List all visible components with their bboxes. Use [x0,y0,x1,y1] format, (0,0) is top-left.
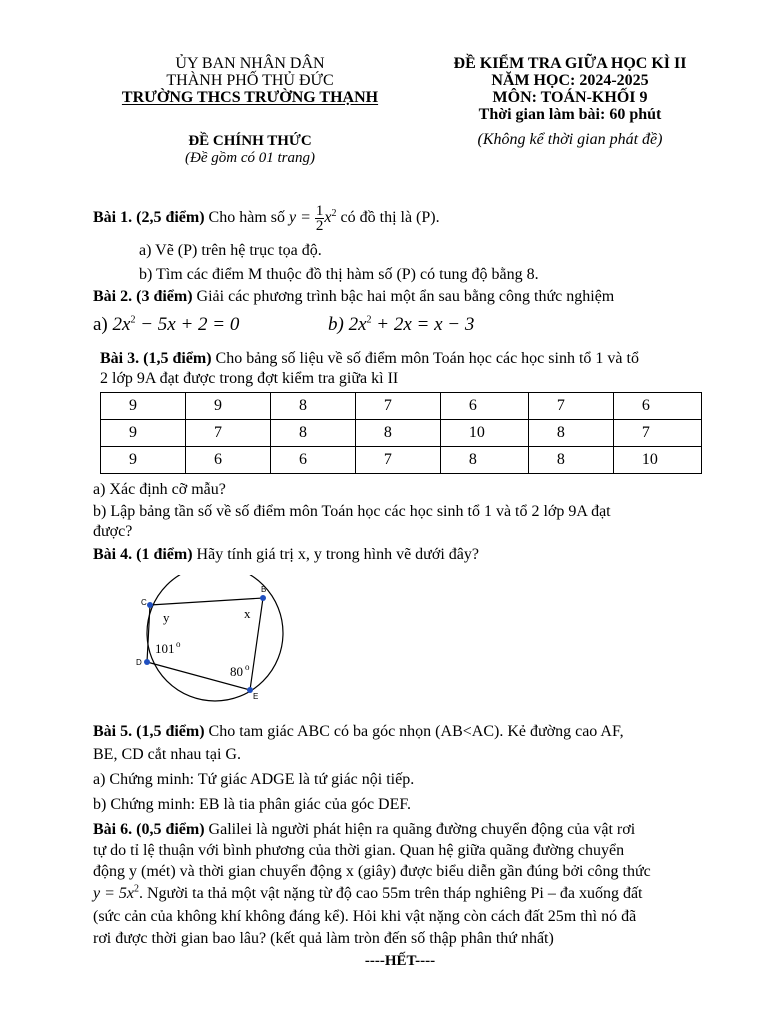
label-e: E [253,692,259,701]
q6-line-3: động y (mét) và thời gian chuyển động x (giây) được biểu diễn gần đúng bởi công thức [93,863,651,880]
school-name: TRƯỜNG THCS TRƯỜNG THẠNH [121,89,379,106]
angle-d-value: 101 [155,641,175,656]
table-cell: 9 [101,420,186,447]
table-row [101,447,702,474]
q3-part-a: a) Xác định cỡ mẫu? [93,481,226,498]
q6-line-5: (sức cản của không khí không đáng kể). Hỏi khi vật nặng còn cách đất 25m thì nó đã [93,908,637,925]
pages-note: (Đề gồm có 01 trang) [185,150,315,166]
q6-line-4: $y = 5x^2$. Người ta thả một vật nặng từ độ cao 55m trên tháp nghiêng Pi – đa xuống đất [93,883,643,902]
q2-label: Bài 2. (3 điểm) [93,288,193,305]
table-row [101,420,702,447]
table-cell: 8 [440,447,528,474]
q6-formula: y = 5x [93,885,134,902]
table-cell: 8 [528,447,613,474]
table-cell: 10 [613,447,701,474]
point-c [147,602,153,608]
angle-d-degree: o [176,639,181,649]
q6-line-6: rơi được thời gian bao lâu? (kết quả làm tròn đến số thập phân thứ nhất) [93,930,554,947]
point-b [260,595,266,601]
angle-e-degree: o [245,662,250,672]
q6-statement: Bài 6. (0,5 điểm) Galilei là người phát hiện ra quãng đường chuyển động của vật rơi [93,821,636,838]
school-year: NĂM HỌC: 2024-2025 [491,72,649,89]
header-right [410,55,730,123]
table-cell: 6 [440,393,528,420]
subject: MÔN: TOÁN-KHỐI 9 [492,89,648,106]
q3-statement-2: 2 lớp 9A đạt được trong đợt kiểm tra giữa kì II [100,370,399,387]
end-marker: ----HẾT---- [364,953,436,969]
exam-title: ĐỀ KIỂM TRA GIỮA HỌC KÌ II [453,55,687,72]
q1-fn-x: x [324,209,332,227]
official-label: ĐỀ CHÍNH THỨC [188,133,312,149]
q6-label: Bài 6. (0,5 điểm) [93,821,205,838]
label-y: y [163,610,170,625]
authority-name: ỦY BAN NHÂN DÂN [175,55,325,72]
point-d [144,659,150,665]
scores-table [100,392,702,474]
table-row [101,393,702,420]
q3-statement: Bài 3. (1,5 điểm) Cho bảng số liệu về số điểm môn Toán học các học sinh tổ 1 và tổ [100,350,639,367]
q2-statement: Bài 2. (3 điểm) Giải các phương trình bậc hai một ẩn sau bằng công thức nghiệm [93,288,615,305]
duration: Thời gian làm bài: 60 phút [478,106,662,123]
table-cell: 8 [528,420,613,447]
table-cell: 6 [185,447,270,474]
q3-part-b: b) Lập bảng tần số về số điểm môn Toán học các học sinh tổ 1 và tổ 2 lớp 9A đạt [93,503,611,520]
q1-fn-exp: 2 [331,207,337,219]
table-cell: 9 [101,393,186,420]
table-cell: 8 [270,393,355,420]
q3-part-b-2: được? [93,523,133,540]
q5-part-b: b) Chứng minh: EB là tia phân giác của góc DEF. [93,796,411,813]
table-cell: 7 [355,393,440,420]
label-b: B [261,585,267,594]
q4-statement: Bài 4. (1 điểm) Hãy tính giá trị x, y trong hình vẽ dưới đây? [93,546,479,563]
q5-statement-2: BE, CD cắt nhau tại G. [93,746,241,763]
label-x: x [244,606,251,621]
q1-label: Bài 1. (2,5 điểm) [93,209,205,227]
q1-statement: Bài 1. (2,5 điểm) Cho hàm số y = $\frac{1}{2}$ $x^2$ có đồ thị là (P). [93,203,440,234]
table-cell: 7 [528,393,613,420]
q5-part-a: a) Chứng minh: Tứ giác ADGE là tứ giác nội tiếp. [93,771,415,788]
header-left [100,55,400,106]
q5-statement: Bài 5. (1,5 điểm) Cho tam giác ABC có ba góc nhọn (AB<AC). Kẻ đường cao AF, [93,723,624,740]
angle-e-value: 80 [230,664,243,679]
table-cell: 10 [440,420,528,447]
q2-eq-b: b) $2x^2 + 2x = x - 3$ [328,314,475,335]
q1-part-b: b) Tìm các điểm M thuộc đồ thị hàm số (P) có tung độ bằng 8. [139,266,539,283]
q6-line-2: tự do tỉ lệ thuận với bình phương của thời gian. Quan hệ giữa quãng đường chuyển [93,842,625,859]
q1-fn-y: y = [289,209,311,227]
duration-note: (Không kể thời gian phát đề) [477,131,663,148]
table-cell: 7 [185,420,270,447]
circle-quadrilateral-figure [130,575,310,705]
q3-label: Bài 3. (1,5 điểm) [100,350,212,367]
q1-fraction: $\frac{1}{2}$ [315,203,324,234]
table-cell: 8 [355,420,440,447]
q2-eq-a: a) $2x^2 - 5x + 2 = 0$ [93,314,240,335]
label-d: D [136,658,142,667]
table-cell: 9 [101,447,186,474]
table-cell: 6 [613,393,701,420]
label-c: C [141,598,147,607]
table-cell: 7 [613,420,701,447]
table-cell: 8 [270,420,355,447]
table-cell: 6 [270,447,355,474]
table-cell: 7 [355,447,440,474]
q5-label: Bài 5. (1,5 điểm) [93,723,205,740]
q4-label: Bài 4. (1 điểm) [93,546,193,563]
table-cell: 9 [185,393,270,420]
city-name: THÀNH PHỐ THỦ ĐỨC [166,72,334,89]
q1-part-a: a) Vẽ (P) trên hệ trục tọa độ. [139,242,322,259]
